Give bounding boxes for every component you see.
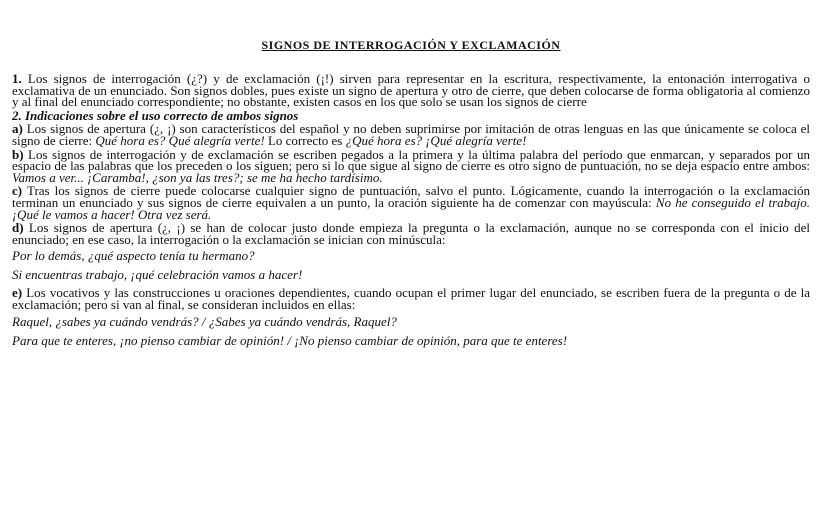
item-e-example-1: Raquel, ¿sabes ya cuándo vendrás? / ¿Sabes ya cuándo vendrás, Raquel? bbox=[12, 313, 397, 329]
item-e-text-1: Los vocativos y las construcciones u oraciones dependientes, cuando ocupan el primer lugar del enunciado, se escriben fuera de la pregunta o de la exclamación; pero si van al final, se consideran incluidos en ellas: bbox=[12, 285, 810, 312]
paragraph-1 bbox=[12, 73, 810, 108]
item-b bbox=[12, 146, 810, 185]
item-a-text-1: Los signos de apertura (¿, ¡) son característicos del español y no deben suprimirse por imitación de otras lenguas en las que únicamente se coloca el signo de cierre: bbox=[12, 121, 810, 148]
item-d-label: d) bbox=[12, 220, 24, 236]
item-d-example-1: Por lo demás, ¿qué aspecto tenía tu hermano? bbox=[12, 248, 255, 264]
item-a-label: a) bbox=[12, 121, 23, 137]
item-d-example-2: Si encuentras trabajo, ¡qué celebración vamos a hacer! bbox=[12, 267, 303, 283]
item-c-text-1: Tras los signos de cierre puede colocarse cualquier signo de puntuación, salvo el punto. Lógicamente, cuando la interrogación o la exclamación terminan un enunciado y sus signos de cierre equivalen a un punto, la oración siguiente ha de comenzar con mayúscula: bbox=[12, 183, 810, 210]
paragraph-1-text: Los signos de interrogación (¿?) y de exclamación (¡!) sirven para representar en la escritura, respectivamente, la entonación interrogativa o exclamativa de un enunciado. Son signos dobles, pues existe un signo de apertura y otro de cierre, que deben colocarse de forma obligatoria al comienzo y al final del enunciado correspondiente; no obstante, existen casos en los que solo se usan los signos de cierre bbox=[12, 71, 810, 110]
item-a-text-2: Lo correcto es bbox=[264, 132, 346, 148]
item-a bbox=[12, 123, 810, 146]
section-2-heading: 2. Indicaciones sobre el uso correcto de ambos signos bbox=[12, 107, 299, 123]
item-a-example-1: Qué hora es? Qué alegría verte! bbox=[95, 132, 265, 148]
document-title: SIGNOS DE INTERROGACIÓN Y EXCLAMACIÓN bbox=[261, 38, 561, 52]
paragraph-1-number: 1. bbox=[12, 71, 22, 86]
item-d bbox=[12, 222, 810, 245]
item-c-label: c) bbox=[12, 183, 23, 199]
item-c bbox=[12, 185, 810, 220]
item-a-example-2: ¿Qué hora es? ¡Qué alegría verte! bbox=[345, 132, 527, 148]
item-b-text-1: Los signos de interrogación y de exclamación se escriben pegados a la primera y la última palabra del período que enmarcan, y separados por un espacio de las palabras que los preceden o los siguen; pero si lo que sigue al signo de cierre es otro signo de puntuación, no se deja espacio entre ambos: bbox=[12, 146, 810, 174]
item-b-label: b) bbox=[12, 146, 24, 162]
item-e-example-2: Para que te enteres, ¡no pienso cambiar de opinión! / ¡No pienso cambiar de opinión, para que te enteres! bbox=[12, 332, 568, 348]
item-e bbox=[12, 287, 810, 310]
item-c-example-1: No he conseguido el trabajo. ¡Qué le vamos a hacer! Otra vez será. bbox=[12, 194, 810, 222]
item-e-label: e) bbox=[12, 285, 23, 301]
item-d-text-1: Los signos de apertura (¿, ¡) se han de colocar justo donde empieza la pregunta o la exclamación, aunque no se corresponda con el inicio del enunciado; en ese caso, la interrogación o la exclamación se inician con minúscula: bbox=[12, 220, 810, 247]
item-b-example-1: Vamos a ver... ¡Caramba!, ¿son ya las tres?; se me ha hecho tardísimo. bbox=[12, 169, 383, 185]
